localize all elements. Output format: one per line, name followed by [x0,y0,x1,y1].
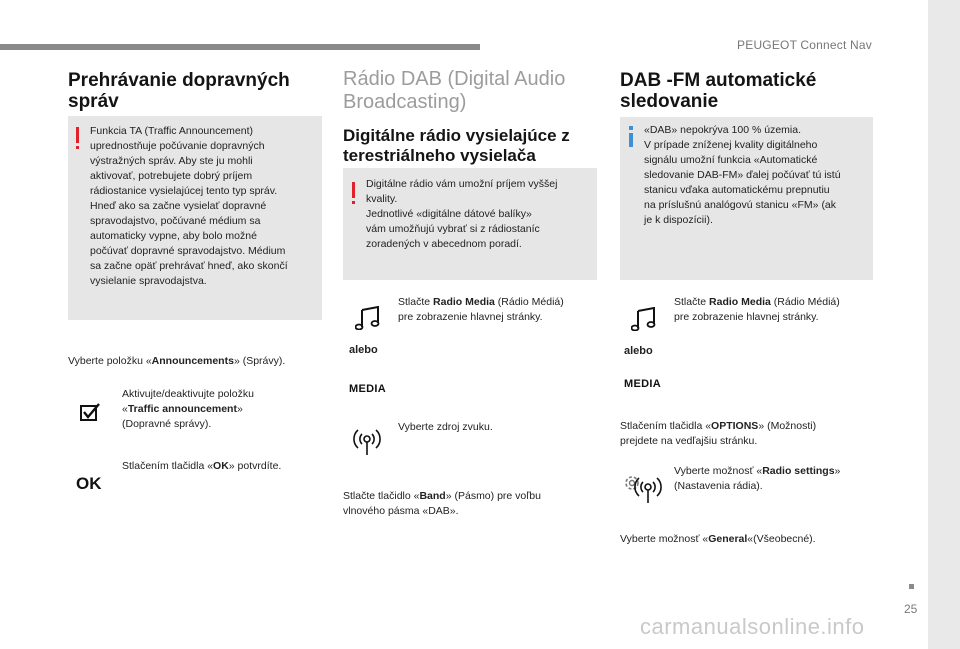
instruction-select-source: Vyberte zdroj zvuku. [398,421,493,433]
instruction-select-announcements: Vyberte položku «Announcements» (Správy). [68,355,286,367]
instruction-confirm-ok: Stlačením tlačidla «OK» potvrdíte. [122,460,282,472]
section-subtitle-digital: Digitálne rádio vysielajúce z terestriálneho vysielača [343,126,570,165]
instruction-press-radio-media: Stlačte Radio Media (Rádio Médiá) pre zobrazenie hlavnej stránky. [674,296,840,323]
instruction-toggle-traffic: Aktivujte/deaktivujte položku «Traffic announcement» (Dopravné správy). [122,388,254,430]
exclamation-icon [76,127,79,143]
exclamation-dot [352,201,355,204]
media-button-label: MEDIA [349,383,386,395]
or-label: alebo [349,344,378,356]
info-box-dab-fm [620,117,873,280]
section-title-dab: Rádio DAB (Digital Audio Broadcasting) [343,68,566,113]
exclamation-dot [76,146,79,149]
or-label: alebo [624,345,653,357]
music-note-icon [631,307,657,331]
radio-signal-icon [353,426,381,456]
side-bar [928,0,960,649]
info-text-dab-fm: «DAB» nepokrýva 100 % územia. V prípade zníženej kvality digitálneho signálu umožní funkcia «Automatické sledovanie DAB-FM» ďalej počúvať tú istú stanicu vďaka automatickému prepnutiu na príslušnú analógovú stanicu «FM» (ak je k dispozícii). [644,124,841,226]
warning-box-traffic [68,116,322,320]
music-note-icon [355,306,381,330]
warning-box-dab [343,168,597,280]
radio-settings-icon [622,474,664,504]
info-icon [629,133,633,147]
watermark-text: carmanualsonline.info [640,614,865,639]
instruction-band: Stlačte tlačidlo «Band» (Pásmo) pre voľbu vlnového pásma «DAB». [343,490,541,517]
media-button-label: MEDIA [624,378,661,390]
warning-text-traffic: Funkcia TA (Traffic Announcement) uprednostňuje počúvanie dopravných výstražných správ. Aby ste ju mohli aktivovať, potrebujete dobrý príjem rádiostanice vysielajúcej tento typ správ. Hneď ako sa začne vysielať dopravné spravodajstvo, počúvané médium sa automaticky vypne, aby bolo možné počúvať dopravné spravodajstvo. Médium sa začne opäť prehrávať hneď, ako skončí vysielanie spravodajstva. [90,125,288,287]
exclamation-icon [352,182,355,198]
header-rule [0,44,480,50]
page-number: 25 [904,602,918,616]
ok-button-label: OK [76,474,102,493]
instruction-press-radio-media: Stlačte Radio Media (Rádio Médiá) pre zobrazenie hlavnej stránky. [398,296,564,323]
page-bullet [909,584,914,589]
section-title-dab-fm: DAB -FM automatické sledovanie [620,70,817,112]
instruction-radio-settings: Vyberte možnosť «Radio settings» (Nastavenia rádia). [674,465,841,492]
warning-text-dab: Digitálne rádio vám umožní príjem vyššej kvality. Jednotlivé «digitálne dátové balíky» vám umožňujú vybrať si z rádiostaníc zoradených v abecednom poradí. [366,178,558,250]
checkbox-icon [80,402,102,422]
section-title-traffic: Prehrávanie dopravných správ [68,70,290,112]
brand-label: PEUGEOT Connect Nav [737,38,872,52]
info-icon-dot [629,126,633,130]
instruction-options: Stlačením tlačidla «OPTIONS» (Možnosti) prejdete na vedľajšiu stránku. [620,420,817,447]
instruction-general: Vyberte možnosť «General«(Všeobecné). [620,533,816,545]
